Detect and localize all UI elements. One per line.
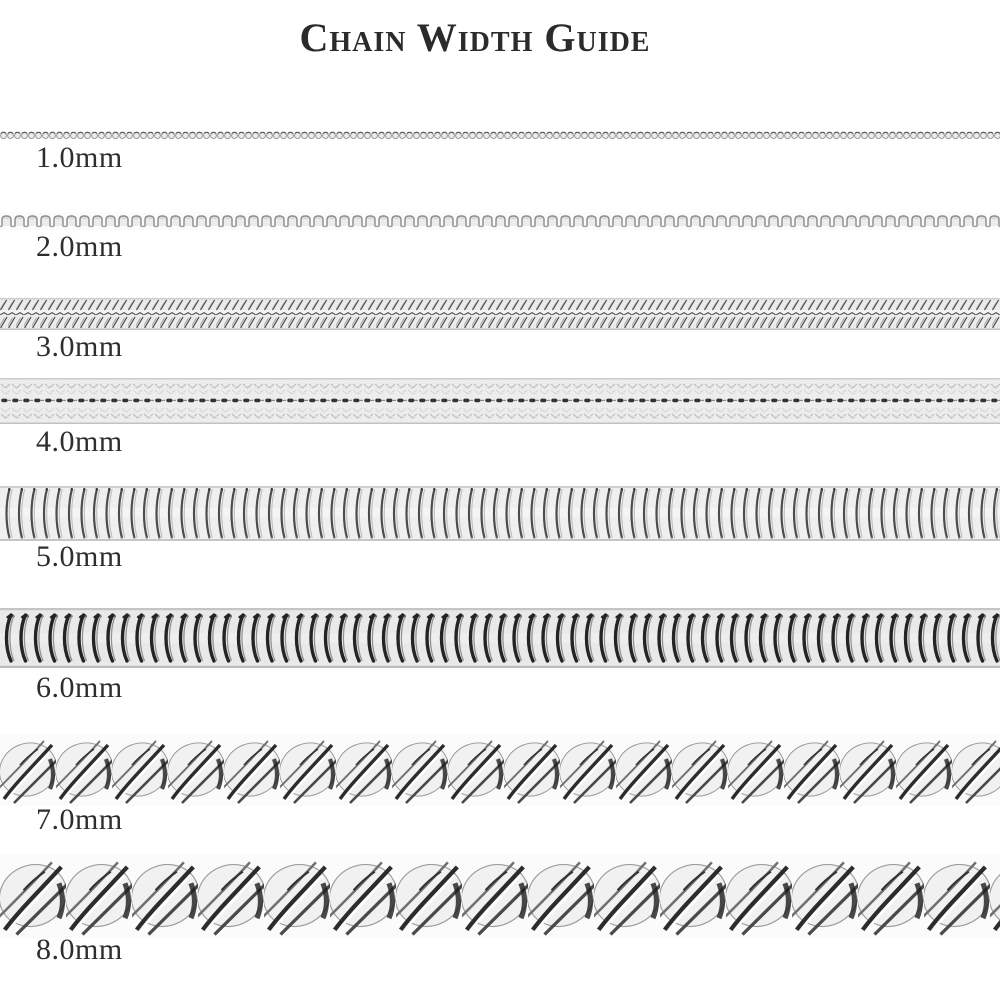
chain-image-5mm: [0, 486, 1000, 541]
size-label-7mm: 7.0mm: [36, 803, 123, 836]
page-title: Chain Width Guide: [299, 15, 651, 60]
chain-image-7mm: [0, 733, 1000, 806]
chain-image-1mm: [0, 130, 1000, 140]
size-label-6mm: 6.0mm: [36, 671, 123, 704]
chain-image-2mm: [0, 212, 1000, 230]
chain-image-4mm: [0, 378, 1000, 424]
size-label-2mm: 2.0mm: [36, 230, 123, 263]
size-label-3mm: 3.0mm: [36, 330, 123, 363]
chain-image-3mm: [0, 298, 1000, 330]
size-label-5mm: 5.0mm: [36, 540, 123, 573]
chain-image-6mm: [0, 608, 1000, 668]
size-label-1mm: 1.0mm: [36, 141, 123, 174]
size-label-4mm: 4.0mm: [36, 425, 123, 458]
chain-image-8mm: [0, 853, 1000, 938]
size-label-8mm: 8.0mm: [36, 933, 123, 966]
